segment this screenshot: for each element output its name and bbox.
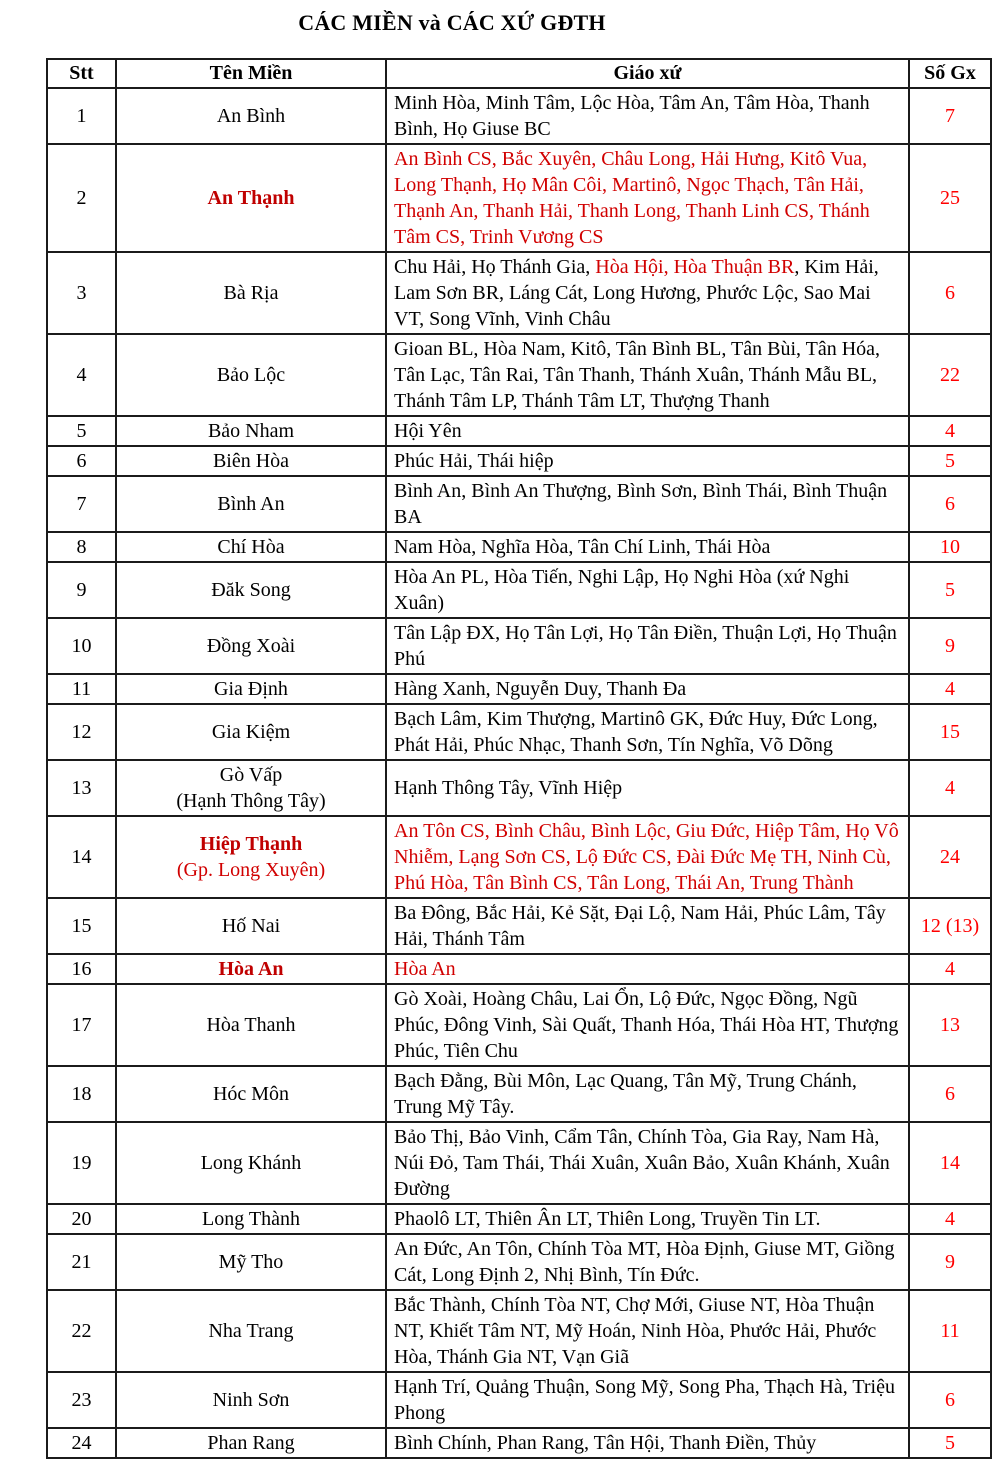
count-cell: 9 [909, 1234, 991, 1290]
stt-cell: 14 [47, 816, 116, 898]
count-cell: 4 [909, 954, 991, 984]
count-cell: 24 [909, 816, 991, 898]
region-name: Long Thành [202, 1208, 300, 1230]
count-cell: 4 [909, 674, 991, 704]
region-name: Long Khánh [200, 1152, 302, 1174]
count-cell: 6 [909, 1066, 991, 1122]
region-name: Hố Nai [221, 915, 281, 937]
col-header-stt: Stt [47, 59, 116, 88]
count-cell: 22 [909, 334, 991, 416]
stt-cell: 1 [47, 88, 116, 144]
parishes-cell [386, 88, 909, 144]
table-body [47, 88, 991, 1458]
parishes-cell [386, 532, 909, 562]
region-name: Bà Rịa [223, 282, 279, 304]
count-cell: 7 [909, 88, 991, 144]
region-name: Gò Vấp [219, 764, 283, 786]
region-cell [116, 618, 386, 674]
count-cell: 11 [909, 1290, 991, 1372]
parish-list-segment: Tân Lập ĐX, Họ Tân Lợi, Họ Tân Điền, Thuận Lợi, Họ Thuận Phú [394, 622, 897, 670]
count-cell: 4 [909, 760, 991, 816]
stt-cell: 21 [47, 1234, 116, 1290]
region-cell [116, 88, 386, 144]
region-subtitle: (Hạnh Thông Tây) [176, 790, 326, 812]
count-cell: 12 (13) [909, 898, 991, 954]
parish-list-segment: Hòa An PL, Hòa Tiến, Nghi Lập, Họ Nghi Hòa (xứ Nghi Xuân) [394, 566, 850, 614]
parishes-cell [386, 618, 909, 674]
region-cell [116, 1066, 386, 1122]
parish-list-segment: Bắc Thành, Chính Tòa NT, Chợ Mới, Giuse NT, Hòa Thuận NT, Khiết Tâm NT, Mỹ Hoán, Ninh Hòa, Phước Hải, Phước Hòa, Thánh Gia NT, Vạn Giã [394, 1294, 877, 1368]
count-cell: 13 [909, 984, 991, 1066]
parishes-cell [386, 144, 909, 252]
region-cell [116, 760, 386, 816]
stt-cell: 17 [47, 984, 116, 1066]
parish-list-segment: Chu Hải, Họ Thánh Gia, [394, 256, 596, 278]
parish-list-segment: Hòa An [394, 958, 456, 980]
parishes-cell [386, 416, 909, 446]
table-row [47, 984, 991, 1066]
stt-cell: 16 [47, 954, 116, 984]
table-row [47, 334, 991, 416]
stt-cell: 7 [47, 476, 116, 532]
region-cell [116, 476, 386, 532]
table-row [47, 1290, 991, 1372]
region-name: Mỹ Tho [218, 1251, 284, 1273]
region-name: Gia Định [214, 678, 288, 700]
table-row [47, 1234, 991, 1290]
count-cell: 5 [909, 562, 991, 618]
title-container [0, 0, 904, 36]
parish-list-segment: An Bình CS, Bắc Xuyên, Châu Long, Hải Hưng, Kitô Vua, Long Thạnh, Họ Mân Côi, Martinô, Ngọc Thạch, Tân Hải, Thạnh An, Thanh Hải, Thanh Long, Thanh Linh CS, Thánh Tâm CS, Trinh Vương CS [394, 148, 870, 248]
stt-cell: 13 [47, 760, 116, 816]
count-cell: 6 [909, 1372, 991, 1428]
parish-list-segment: Hòa Hội, Hòa Thuận BR [595, 256, 795, 278]
region-name: Hòa Thanh [206, 1014, 296, 1036]
parish-list-segment: Phaolô LT, Thiên Ân LT, Thiên Long, Truyền Tin LT. [394, 1208, 821, 1230]
stt-cell: 9 [47, 562, 116, 618]
count-cell: 4 [909, 416, 991, 446]
parishes-cell [386, 334, 909, 416]
count-cell: 15 [909, 704, 991, 760]
parish-list-segment: Gò Xoài, Hoàng Châu, Lai Ổn, Lộ Đức, Ngọc Đồng, Ngũ Phúc, Đông Vinh, Sài Quất, Thanh Hóa, Thái Hòa HT, Thượng Phúc, Tiên Chu [394, 988, 899, 1062]
region-name: Bảo Lộc [216, 364, 286, 386]
parishes-cell [386, 898, 909, 954]
table-row [47, 674, 991, 704]
region-cell [116, 532, 386, 562]
table-row [47, 416, 991, 446]
table-row [47, 446, 991, 476]
parish-list-segment: Bình An, Bình An Thượng, Bình Sơn, Bình Thái, Bình Thuận BA [394, 480, 888, 528]
parish-list-segment: Nam Hòa, Nghĩa Hòa, Tân Chí Linh, Thái Hòa [394, 536, 771, 558]
parish-list-segment: Hội Yên [394, 420, 462, 442]
region-cell [116, 446, 386, 476]
table-row [47, 954, 991, 984]
region-name: An Bình [216, 105, 286, 127]
region-name: Hóc Môn [212, 1083, 290, 1105]
parishes-cell [386, 1372, 909, 1428]
region-name: Hiệp Thạnh [199, 833, 303, 855]
header-row [47, 59, 991, 88]
region-name: Ninh Sơn [212, 1389, 290, 1411]
stt-cell: 10 [47, 618, 116, 674]
table-row [47, 88, 991, 144]
regions-table [46, 58, 992, 1459]
stt-cell: 12 [47, 704, 116, 760]
stt-cell: 3 [47, 252, 116, 334]
parish-list-segment: An Đức, An Tôn, Chính Tòa MT, Hòa Định, Giuse MT, Giồng Cát, Long Định 2, Nhị Bình, Tín Đức. [394, 1238, 895, 1286]
parishes-cell [386, 476, 909, 532]
table-row [47, 704, 991, 760]
table-row [47, 144, 991, 252]
parish-list-segment: Phúc Hải, Thái hiệp [394, 450, 554, 472]
parish-list-segment: Gioan BL, Hòa Nam, Kitô, Tân Bình BL, Tân Bùi, Tân Hóa, Tân Lạc, Tân Rai, Tân Thanh, Thánh Xuân, Thánh Mẫu BL, Thánh Tâm LP, Thánh Tâm LT, Thượng Thanh [394, 338, 881, 412]
region-name: Bình An [217, 493, 285, 515]
count-cell: 9 [909, 618, 991, 674]
table-row [47, 1372, 991, 1428]
table-row [47, 1204, 991, 1234]
parishes-cell [386, 1290, 909, 1372]
parish-list-segment: Bảo Thị, Bảo Vinh, Cẩm Tân, Chính Tòa, Gia Ray, Nam Hà, Núi Đỏ, Tam Thái, Thái Xuân, Xuân Bảo, Xuân Khánh, Xuân Đường [394, 1126, 890, 1200]
parishes-cell [386, 1204, 909, 1234]
parishes-cell [386, 252, 909, 334]
region-name: Đăk Song [211, 579, 291, 601]
table-row [47, 760, 991, 816]
parish-list-segment: Bạch Lâm, Kim Thượng, Martinô GK, Đức Huy, Đức Long, Phát Hải, Phúc Nhạc, Thanh Sơn, Tín Nghĩa, Võ Dõng [394, 708, 878, 756]
region-cell [116, 1290, 386, 1372]
region-name: An Thạnh [207, 187, 295, 209]
region-cell [116, 416, 386, 446]
region-name: Đồng Xoài [206, 635, 296, 657]
parish-list-segment: Ba Đông, Bắc Hải, Kẻ Sặt, Đại Lộ, Nam Hải, Phúc Lâm, Tây Hải, Thánh Tâm [394, 902, 886, 950]
table-row [47, 1066, 991, 1122]
count-cell: 6 [909, 476, 991, 532]
parish-list-segment: , Kim Hải, Lam Sơn BR, Láng Cát, Long Hương, Phước Lộc, Sao Mai VT, Song Vĩnh, Vinh Châu [394, 256, 879, 330]
table-row [47, 562, 991, 618]
region-cell [116, 252, 386, 334]
parish-list-segment: Hạnh Thông Tây, Vĩnh Hiệp [394, 777, 623, 799]
parishes-cell [386, 704, 909, 760]
table-row [47, 532, 991, 562]
parishes-cell [386, 760, 909, 816]
region-cell [116, 984, 386, 1066]
table-row [47, 476, 991, 532]
region-cell [116, 562, 386, 618]
count-cell: 4 [909, 1204, 991, 1234]
parishes-cell [386, 984, 909, 1066]
stt-cell: 18 [47, 1066, 116, 1122]
region-cell [116, 816, 386, 898]
parishes-cell [386, 562, 909, 618]
parishes-cell [386, 816, 909, 898]
region-subtitle: (Gp. Long Xuyên) [176, 859, 326, 881]
stt-cell: 11 [47, 674, 116, 704]
parish-list-segment: Hàng Xanh, Nguyễn Duy, Thanh Đa [394, 678, 687, 700]
count-cell: 6 [909, 252, 991, 334]
col-header-region: Tên Miền [116, 59, 386, 88]
parishes-cell [386, 1122, 909, 1204]
parishes-cell [386, 674, 909, 704]
region-cell [116, 704, 386, 760]
col-header-parish: Giáo xứ [386, 59, 909, 88]
region-cell [116, 898, 386, 954]
parishes-cell [386, 446, 909, 476]
region-cell [116, 1204, 386, 1234]
stt-cell: 4 [47, 334, 116, 416]
count-cell: 10 [909, 532, 991, 562]
stt-cell: 20 [47, 1204, 116, 1234]
region-name: Bảo Nham [207, 420, 295, 442]
parishes-cell [386, 1234, 909, 1290]
region-cell [116, 334, 386, 416]
region-name: Biên Hòa [212, 450, 290, 472]
region-cell [116, 1372, 386, 1428]
parishes-cell [386, 1066, 909, 1122]
region-cell [116, 144, 386, 252]
table-header [47, 59, 991, 88]
stt-cell: 15 [47, 898, 116, 954]
table-row [47, 816, 991, 898]
stt-cell: 19 [47, 1122, 116, 1204]
table-row [47, 898, 991, 954]
region-cell [116, 954, 386, 984]
region-name: Nha Trang [208, 1320, 294, 1342]
region-cell [116, 1122, 386, 1204]
stt-cell: 6 [47, 446, 116, 476]
count-cell: 5 [909, 446, 991, 476]
count-cell: 5 [909, 1428, 991, 1458]
region-name: Hòa An [218, 958, 284, 980]
table-row [47, 252, 991, 334]
parish-list-segment: An Tôn CS, Bình Châu, Bình Lộc, Giu Đức, Hiệp Tâm, Họ Vô Nhiễm, Lạng Sơn CS, Lộ Đức CS, Đài Đức Mẹ TH, Ninh Cù, Phú Hòa, Tân Bình CS, Tân Long, Thái An, Trung Thành [394, 820, 899, 894]
table-row [47, 1122, 991, 1204]
stt-cell: 2 [47, 144, 116, 252]
region-cell [116, 1234, 386, 1290]
count-cell: 25 [909, 144, 991, 252]
parish-list-segment: Hạnh Trí, Quảng Thuận, Song Mỹ, Song Pha, Thạch Hà, Triệu Phong [394, 1376, 895, 1424]
parishes-cell [386, 954, 909, 984]
parish-list-segment: Minh Hòa, Minh Tâm, Lộc Hòa, Tâm An, Tâm Hòa, Thanh Bình, Họ Giuse BC [394, 92, 870, 140]
parish-list-segment: Bình Chính, Phan Rang, Tân Hội, Thanh Điền, Thủy [394, 1432, 817, 1454]
stt-cell: 24 [47, 1428, 116, 1458]
count-cell: 14 [909, 1122, 991, 1204]
stt-cell: 8 [47, 532, 116, 562]
col-header-count: Số Gx [909, 59, 991, 88]
region-name: Gia Kiệm [211, 721, 291, 743]
parish-list-segment: Bạch Đằng, Bùi Môn, Lạc Quang, Tân Mỹ, Trung Chánh, Trung Mỹ Tây. [394, 1070, 857, 1118]
page-title: CÁC MIỀN và CÁC XỨ GĐTH [298, 10, 606, 35]
table-row [47, 618, 991, 674]
stt-cell: 22 [47, 1290, 116, 1372]
region-cell [116, 674, 386, 704]
stt-cell: 5 [47, 416, 116, 446]
region-name: Chí Hòa [217, 536, 285, 558]
region-name: Phan Rang [207, 1432, 295, 1454]
stt-cell: 23 [47, 1372, 116, 1428]
